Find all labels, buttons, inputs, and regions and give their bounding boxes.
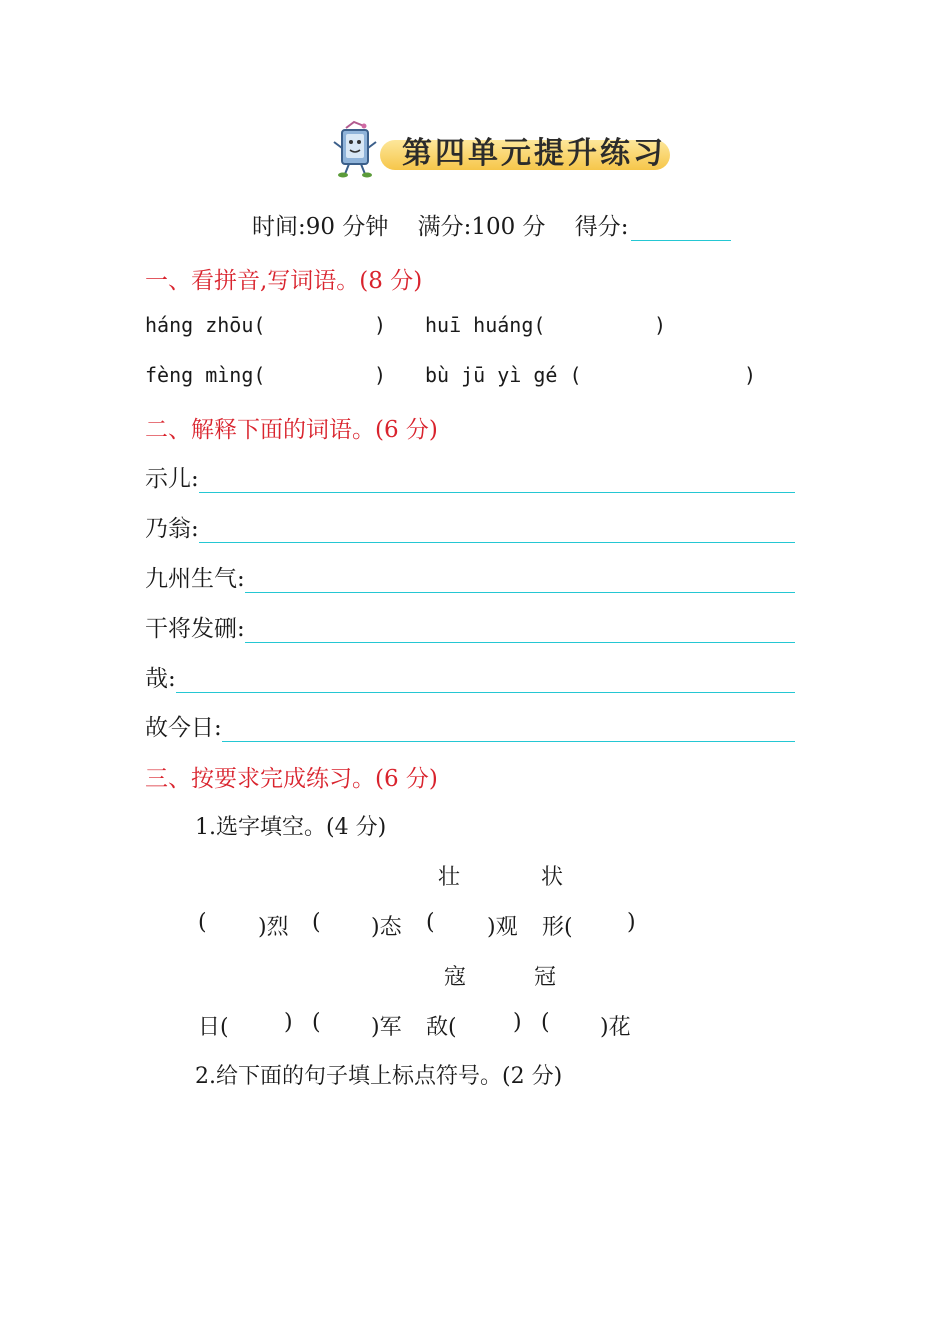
pinyin-close: ) [744, 363, 757, 387]
score-blank[interactable] [631, 218, 731, 241]
blank-open: ( [198, 910, 207, 935]
pinyin-item: háng zhōu( [145, 313, 266, 337]
blank-word: )烈 [258, 915, 289, 940]
blank-close: ) [627, 910, 636, 935]
time-limit: 时间:90 分钟 [252, 214, 389, 240]
blank-word: )花 [600, 1015, 631, 1040]
definition-row: 故今日: [145, 709, 795, 742]
definition-row: 九州生气: [145, 560, 795, 593]
blank-open: ( [426, 910, 435, 935]
score-label: 得分: [574, 214, 629, 240]
answer-line[interactable] [199, 468, 795, 493]
blank-close: ) [284, 1010, 293, 1035]
title-banner [330, 120, 675, 180]
answer-line[interactable] [199, 518, 795, 543]
choice-char: 壮 [438, 865, 461, 890]
choice-char: 冠 [534, 965, 557, 990]
pinyin-item: huī huáng( [425, 313, 546, 337]
blank-word: )军 [371, 1015, 402, 1040]
definition-row: 示儿: [145, 460, 795, 493]
blank-word: 日( [198, 1015, 229, 1040]
definition-row: 哉: [145, 660, 795, 693]
blank-open: ( [312, 1010, 321, 1035]
section1-heading: 一、看拼音,写词语。(8 分) [145, 268, 423, 294]
pinyin-item: bù jū yì gé ( [425, 363, 582, 387]
book-mascot-icon [330, 120, 380, 180]
answer-line[interactable] [245, 618, 795, 643]
choice-char: 状 [541, 865, 564, 890]
pinyin-close: ) [374, 363, 387, 387]
blank-close: ) [513, 1010, 522, 1035]
answer-line[interactable] [176, 668, 795, 693]
blank-word: )观 [487, 915, 518, 940]
section3-heading: 三、按要求完成练习。(6 分) [145, 766, 438, 792]
question2-label: 2.给下面的句子填上标点符号。(2 分) [195, 1064, 563, 1089]
question1-label: 1.选字填空。(4 分) [195, 815, 387, 840]
choice-char: 寇 [444, 965, 467, 990]
pinyin-item: fèng mìng( [145, 363, 266, 387]
pinyin-close: ) [374, 313, 387, 337]
answer-line[interactable] [245, 568, 795, 593]
blank-open: ( [312, 910, 321, 935]
definition-row: 干将发硎: [145, 610, 795, 643]
page-title: 第四单元提升练习 [402, 136, 666, 171]
section2-heading: 二、解释下面的词语。(6 分) [145, 417, 438, 443]
blank-word: )态 [371, 915, 402, 940]
blank-word: 敌( [426, 1015, 457, 1040]
pinyin-close: ) [654, 313, 667, 337]
definition-row: 乃翁: [145, 510, 795, 543]
answer-line[interactable] [222, 717, 795, 742]
full-marks: 满分:100 分 [417, 214, 546, 240]
blank-open: ( [541, 1010, 550, 1035]
blank-word: 形( [542, 915, 573, 940]
exam-meta [252, 208, 731, 241]
